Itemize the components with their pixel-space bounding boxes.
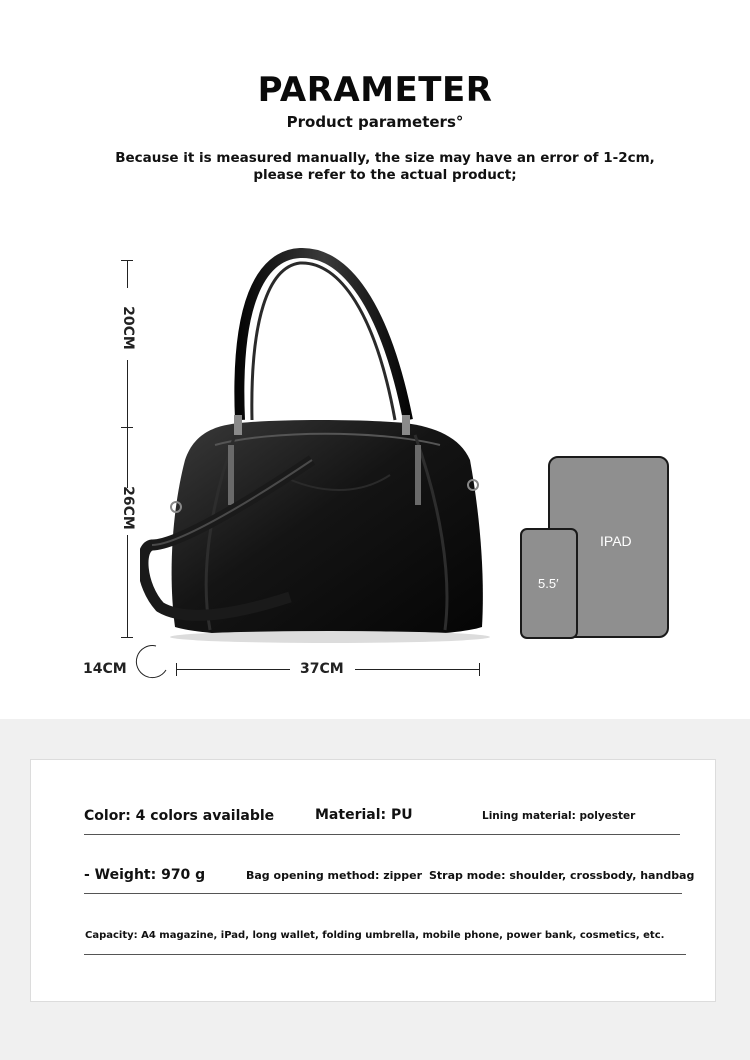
bag-height-label: 26CM xyxy=(120,486,136,530)
ipad-label: IPAD xyxy=(600,533,632,549)
param-lining: Lining material: polyester xyxy=(482,810,636,822)
vertical-dimension-line xyxy=(127,260,128,288)
param-material: Material: PU xyxy=(315,807,413,823)
divider xyxy=(84,893,682,894)
page-title: PARAMETER xyxy=(257,70,493,110)
dimension-tick xyxy=(121,260,133,261)
depth-label: 14CM xyxy=(83,661,127,677)
width-dimension-line xyxy=(355,669,479,670)
divider xyxy=(84,834,680,835)
param-strap: Strap mode: shoulder, crossbody, handbag xyxy=(429,869,695,882)
vertical-dimension-line xyxy=(127,535,128,638)
width-dimension-line xyxy=(176,669,290,670)
vertical-dimension-line xyxy=(127,360,128,488)
measurement-note: Because it is measured manually, the size may have an error of 1-2cm, please refer to the actual product; xyxy=(115,150,655,183)
divider xyxy=(84,954,686,955)
handbag-image xyxy=(140,245,510,665)
dimension-tick xyxy=(121,427,133,428)
page-subtitle: Product parameters° xyxy=(286,113,464,131)
dimension-tick xyxy=(121,637,133,638)
phone-label: 5.5′ xyxy=(538,576,559,591)
param-capacity: Capacity: A4 magazine, iPad, long wallet, folding umbrella, mobile phone, power bank, cosmetics, etc. xyxy=(85,930,665,941)
width-label: 37CM xyxy=(300,661,344,677)
handle-height-label: 20CM xyxy=(120,306,136,350)
param-color: Color: 4 colors available xyxy=(84,808,275,824)
param-opening: Bag opening method: zipper xyxy=(246,869,423,882)
param-weight: - Weight: 970 g xyxy=(84,867,206,883)
